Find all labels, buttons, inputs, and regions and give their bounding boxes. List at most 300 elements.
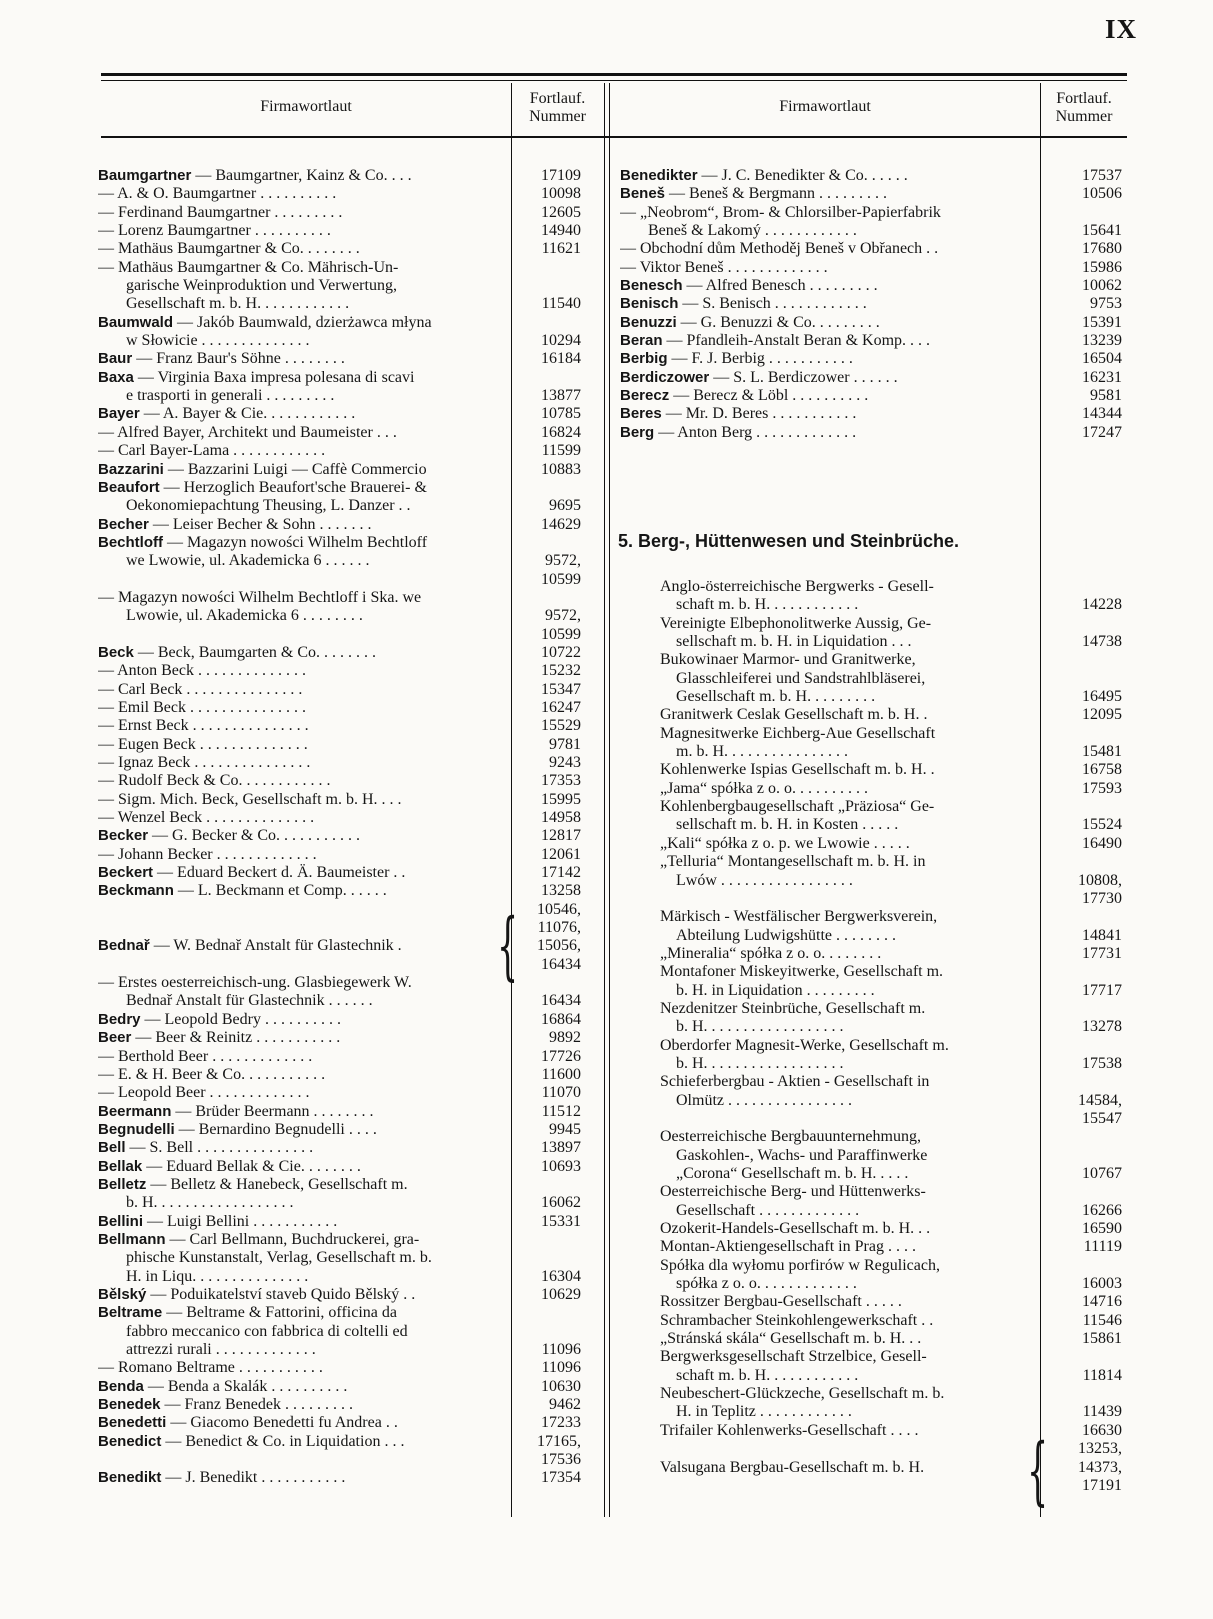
- entry-number: 16266: [1082, 1201, 1122, 1219]
- entry-text: Valsugana Bergbau-Gesellschaft m. b. H.: [660, 1458, 925, 1476]
- entry-number: 17233: [541, 1414, 581, 1432]
- entry-text: garische Weinproduktion und Verwertung,: [126, 277, 397, 295]
- entry-number: 14716: [1082, 1293, 1122, 1311]
- entry-text: Bukowinaer Marmor- und Granitwerke,: [660, 651, 916, 669]
- entry-row: [620, 1275, 1125, 1293]
- left-number-header-line2: Nummer: [529, 108, 586, 125]
- entry-number: 17247: [1082, 423, 1122, 441]
- entry-row: [98, 772, 603, 790]
- entry-keyword: Beneš: [620, 185, 666, 203]
- entry-row: [620, 387, 1125, 405]
- entry-keyword: Bell: [98, 1139, 126, 1157]
- entry-name: [98, 1304, 484, 1322]
- header-rule: [101, 136, 1127, 138]
- entry-number: 11070: [541, 1084, 581, 1102]
- entry-row: [620, 945, 1125, 963]
- entry-number: 11814: [1082, 1366, 1122, 1384]
- entry-row: [98, 277, 603, 295]
- entry-row: [98, 1414, 603, 1432]
- entry-text: — A. & O. Baumgartner . . . . . . . . . .: [98, 185, 337, 203]
- entry-name: [98, 1048, 484, 1066]
- entry-text: — Eduard Bellak & Cie. . . . . . . .: [142, 1157, 361, 1175]
- entry-number: 11096: [541, 1359, 581, 1377]
- entry-row: [98, 1396, 603, 1414]
- entry-row: [620, 982, 1125, 1000]
- entry-name: [98, 1433, 484, 1451]
- entry-name: [98, 442, 484, 460]
- entry-name: [620, 295, 1008, 313]
- entry-text: b. H. . . . . . . . . . . . . . . . . .: [676, 1054, 844, 1072]
- entry-text: — Mathäus Baumgartner & Co. Mährisch-Un-: [98, 258, 399, 276]
- entry-text: m. b. H. . . . . . . . . . . . . . . .: [676, 743, 848, 761]
- entry-keyword: Becker: [98, 827, 149, 845]
- entry-name: [676, 633, 1046, 651]
- entry-number: 16184: [541, 350, 581, 368]
- entry-number: 9572,: [545, 607, 581, 625]
- entry-text: Kohlenwerke Ispias Gesellschaft m. b. H. .: [660, 761, 935, 779]
- entry-text: Schrambacher Steinkohlengewerkschaft . .: [660, 1311, 934, 1329]
- entry-name: [98, 277, 512, 295]
- entry-row: [98, 589, 603, 607]
- entry-text: „Mineralia“ spółka z o. o. . . . . . . .: [660, 944, 882, 962]
- entry-row: [620, 835, 1125, 853]
- entry-name: [98, 167, 484, 185]
- entry-text: — Erstes oesterreichisch-ung. Glasbiegewerk W.: [98, 974, 412, 992]
- entry-row: [98, 350, 603, 368]
- entry-row: [98, 185, 603, 203]
- entry-name: [98, 607, 512, 625]
- entry-name: [676, 1018, 1046, 1036]
- entry-row: [98, 1213, 603, 1231]
- entry-text: — Emil Beck . . . . . . . . . . . . . . .: [98, 698, 306, 716]
- entry-name: [98, 1286, 484, 1304]
- entry-text: — Beck, Baumgarten & Co. . . . . . . .: [133, 643, 377, 661]
- entry-row: [98, 1378, 603, 1396]
- entry-name: [98, 974, 484, 992]
- entry-row: [98, 1341, 603, 1359]
- entry-row: [620, 780, 1125, 798]
- entry-name: [98, 185, 484, 203]
- entry-text: — Romano Beltrame . . . . . . . . . . .: [98, 1359, 323, 1377]
- entry-name: [98, 295, 512, 313]
- entry-text: — Ignaz Beck . . . . . . . . . . . . . . .: [98, 754, 311, 771]
- entry-keyword: Beermann: [98, 1102, 172, 1120]
- entry-row: [98, 1121, 603, 1139]
- entry-number: 15986: [1082, 258, 1122, 276]
- entry-text: — Alfred Benesch . . . . . . . . .: [682, 277, 878, 295]
- entry-row: [98, 461, 603, 479]
- entry-keyword: Baumwald: [98, 313, 174, 331]
- entry-text: — Wenzel Beck . . . . . . . . . . . . . .: [98, 809, 315, 827]
- entry-name: [620, 424, 1008, 442]
- entry-text: — E. & H. Beer & Co. . . . . . . . . . .: [98, 1065, 326, 1083]
- left-entries: [98, 167, 603, 1488]
- entry-keyword: Benisch: [620, 295, 679, 313]
- entry-name: [620, 167, 1008, 185]
- entry-number: 10808,: [1078, 871, 1122, 889]
- entry-row: [620, 927, 1125, 945]
- entry-number: 15524: [1082, 816, 1122, 834]
- entry-number: 9243: [549, 754, 581, 771]
- entry-text: — Berthold Beer . . . . . . . . . . . . .: [98, 1047, 313, 1065]
- entry-keyword: Benedek: [98, 1396, 161, 1414]
- entry-number: 15056,: [537, 937, 581, 955]
- entry-name: [98, 314, 484, 332]
- entry-name: [98, 1103, 484, 1121]
- entry-text: — Jakób Baumwald, dzierżawca młyna: [173, 313, 432, 331]
- entry-text: — S. Bell . . . . . . . . . . . . . . .: [125, 1139, 314, 1157]
- page-number: IX: [1104, 14, 1137, 44]
- entry-text: Spółka dla wyłomu porfirów w Regulicach,: [660, 1256, 940, 1274]
- entry-number: 10630: [541, 1377, 581, 1395]
- entry-number: 11076,: [537, 919, 581, 937]
- entry-name: [676, 1147, 1046, 1165]
- entry-name: [98, 461, 484, 479]
- entry-name: [98, 222, 484, 240]
- entry-name: [676, 743, 1046, 761]
- entry-name: [660, 963, 1030, 981]
- entry-name: [660, 798, 1030, 816]
- entry-keyword: Benedict: [98, 1432, 162, 1450]
- entry-row: [620, 222, 1125, 240]
- entry-text: — Eduard Beckert d. Ä. Baumeister . .: [153, 864, 406, 882]
- entry-number: 17109: [541, 167, 581, 184]
- entry-keyword: Beres: [620, 405, 662, 423]
- entry-row: [620, 743, 1125, 761]
- entry-number: 16304: [541, 1267, 581, 1285]
- entry-row: [620, 853, 1125, 871]
- entry-keyword: Baumgartner: [98, 167, 192, 184]
- entry-keyword: Benda: [98, 1377, 144, 1395]
- entry-row: [98, 662, 603, 680]
- entry-number: 16003: [1082, 1275, 1122, 1293]
- entry-row: [620, 1293, 1125, 1311]
- entry-number: 16758: [1082, 761, 1122, 779]
- entry-number: 16434: [541, 955, 581, 973]
- entry-text: — Franz Benedek . . . . . . . . .: [160, 1396, 353, 1414]
- entry-keyword: Bělský: [98, 1285, 147, 1303]
- entry-name: [98, 992, 512, 1010]
- entry-text: Gesellschaft m. b. H. . . . . . . . .: [676, 688, 876, 706]
- entry-row: [620, 240, 1125, 258]
- entry-name: [620, 185, 1008, 203]
- entry-row: [98, 1286, 603, 1304]
- entry-row: [98, 937, 603, 955]
- entry-name: [620, 277, 1008, 295]
- entry-text: schaft m. b. H. . . . . . . . . . . .: [676, 1366, 859, 1384]
- entry-row: [98, 626, 603, 644]
- entry-text: Oesterreichische Berg- und Hüttenwerks-: [660, 1183, 926, 1201]
- entry-keyword: Berbig: [620, 350, 668, 368]
- entry-name: [98, 1158, 484, 1176]
- entry-keyword: Bellak: [98, 1157, 143, 1175]
- entry-number: 14629: [541, 515, 581, 533]
- entry-row: [620, 1018, 1125, 1036]
- entry-row: [620, 872, 1125, 890]
- entry-name: [676, 872, 1046, 890]
- entry-row: [98, 1469, 603, 1487]
- entry-number: 14228: [1082, 596, 1122, 614]
- entry-text: — Beltrame & Fattorini, officina da: [162, 1304, 397, 1322]
- entry-row: [620, 1422, 1125, 1440]
- entry-row: [98, 1103, 603, 1121]
- entry-row: [620, 1147, 1125, 1165]
- entry-row: [98, 1066, 603, 1084]
- entry-number: 17730: [1082, 889, 1122, 907]
- entry-number: 12817: [541, 827, 581, 845]
- entry-row: [98, 809, 603, 827]
- entry-name: [660, 651, 1030, 669]
- right-number-header-line2: Nummer: [1055, 108, 1113, 125]
- entry-text: Neubeschert-Glückzeche, Gesellschaft m. b.: [660, 1385, 945, 1403]
- entry-text: — Ernst Beck . . . . . . . . . . . . . . .: [98, 717, 309, 735]
- entry-row: [620, 890, 1125, 908]
- entry-name: [98, 534, 484, 552]
- entry-number: 14373,: [1078, 1458, 1122, 1476]
- entry-name: [98, 662, 484, 680]
- entry-row: [620, 761, 1125, 779]
- entry-number: 11096: [541, 1341, 581, 1358]
- entry-name: [620, 332, 1008, 350]
- entry-text: Gesellschaft . . . . . . . . . . . . .: [676, 1201, 860, 1219]
- entry-row: [98, 1231, 603, 1249]
- entry-text: — S. L. Berdiczower . . . . . .: [709, 368, 898, 386]
- entry-row: [620, 1128, 1125, 1146]
- entry-name: [98, 809, 484, 827]
- entry-number: 15861: [1082, 1330, 1122, 1348]
- entry-name: [98, 1268, 512, 1286]
- entry-text: b. H. in Liquidation . . . . . . . . .: [676, 981, 875, 999]
- entry-text: Montafoner Miskeyitwerke, Gesellschaft m.: [660, 963, 944, 981]
- entry-name: [660, 853, 1030, 871]
- entry-row: [98, 717, 603, 735]
- top-rule: [101, 73, 1127, 76]
- entry-text: — G. Benuzzi & Co. . . . . . . . .: [676, 313, 880, 331]
- entry-text: — L. Beckmann et Comp. . . . . .: [173, 882, 387, 900]
- entry-name: [98, 882, 484, 900]
- entry-row: [98, 956, 603, 974]
- entry-row: [620, 259, 1125, 277]
- entry-number: 12095: [1082, 706, 1122, 724]
- entry-name: [676, 1367, 1046, 1385]
- entry-number: 11512: [541, 1102, 581, 1120]
- entry-row: [98, 204, 603, 222]
- entry-text: — Johann Becker . . . . . . . . . . . . .: [98, 845, 317, 863]
- bednar-brace: {: [497, 903, 519, 989]
- entry-row: [98, 479, 603, 497]
- entry-text: — Beer & Reinitz . . . . . . . . . . .: [131, 1029, 341, 1047]
- entry-text: Lwowie, ul. Akademicka 6 . . . . . . . .: [126, 607, 363, 625]
- entry-text: we Lwowie, ul. Akademicka 6 . . . . . .: [126, 552, 370, 570]
- entry-keyword: Benedikter: [620, 167, 698, 184]
- entry-name: [98, 1029, 484, 1047]
- entry-name: [620, 387, 1008, 405]
- entry-row: [620, 1092, 1125, 1110]
- left-firm-header: Firmawortlaut: [260, 98, 352, 115]
- entry-text: — Sigm. Mich. Beck, Gesellschaft m. b. H. . . .: [98, 790, 402, 808]
- entry-text: fabbro meccanico con fabbrica di coltelli ed: [126, 1322, 408, 1340]
- entry-name: [620, 240, 1008, 258]
- entry-text: „Telluria“ Montangesellschaft m. b. H. in: [660, 853, 926, 871]
- entry-row: [98, 791, 603, 809]
- entry-keyword: Baxa: [98, 368, 134, 386]
- entry-row: [98, 1084, 603, 1102]
- entry-text: — Viktor Beneš . . . . . . . . . . . . .: [620, 258, 828, 276]
- entry-keyword: Bedry: [98, 1010, 141, 1028]
- entry-keyword: Begnudelli: [98, 1120, 175, 1138]
- entry-name: [98, 754, 484, 772]
- entry-keyword: Baur: [98, 350, 133, 368]
- entry-name: [676, 596, 1046, 614]
- entry-name: [98, 772, 484, 790]
- entry-text: — Magazyn nowości Wilhelm Bechtloff: [163, 533, 428, 551]
- entry-row: [98, 369, 603, 387]
- entry-text: Olmütz . . . . . . . . . . . . . . . .: [676, 1091, 852, 1109]
- entry-number: 17536: [541, 1451, 581, 1469]
- entry-name: [660, 1459, 1030, 1477]
- entry-row: [98, 607, 603, 625]
- entry-row: [98, 1268, 603, 1286]
- entry-row: [620, 332, 1125, 350]
- entry-name: [660, 578, 1030, 596]
- entry-number: 10785: [541, 405, 581, 423]
- entry-name: [98, 479, 484, 497]
- entry-name: [660, 1312, 1030, 1330]
- entry-number: 10546,: [537, 900, 581, 918]
- entry-number: 16434: [541, 992, 581, 1010]
- entry-text: Trifailer Kohlenwerks-Gesellschaft . . . .: [660, 1421, 919, 1439]
- entry-name: [98, 516, 484, 534]
- entry-row: [620, 908, 1125, 926]
- entry-text: Oesterreichische Bergbauunternehmung,: [660, 1128, 921, 1146]
- entry-name: [620, 222, 1036, 240]
- entry-row: [98, 1048, 603, 1066]
- entry-number: 15481: [1082, 743, 1122, 761]
- mining-entries: [620, 578, 1125, 1495]
- entry-name: [660, 835, 1030, 853]
- entry-text: Ozokerit-Handels-Gesellschaft m. b. H. . .: [660, 1220, 931, 1238]
- entry-number: 13258: [541, 882, 581, 900]
- entry-number: 17537: [1082, 167, 1122, 184]
- entry-text: — Herzoglich Beaufort'sche Brauerei- &: [159, 478, 427, 496]
- entry-text: — W. Bednař Anstalt für Glastechnik .: [149, 937, 402, 955]
- entry-number: 15347: [541, 680, 581, 698]
- entry-number: 10883: [541, 460, 581, 478]
- entry-row: [98, 1029, 603, 1047]
- entry-row: [98, 882, 603, 900]
- entry-row: [620, 615, 1125, 633]
- entry-name: [98, 937, 484, 955]
- entry-row: [98, 259, 603, 277]
- entry-row: [620, 651, 1125, 669]
- entry-row: [98, 1139, 603, 1157]
- entry-number: 11621: [541, 240, 581, 258]
- entry-text: Oekonomiepachtung Theusing, L. Danzer . .: [126, 497, 411, 515]
- right-entries: [620, 167, 1125, 442]
- entry-number: 9581: [1090, 387, 1122, 405]
- entry-number: 16630: [1082, 1421, 1122, 1439]
- entry-number: 16247: [541, 698, 581, 716]
- entry-name: [98, 240, 484, 258]
- entry-keyword: Bayer: [98, 405, 140, 423]
- entry-number: 16062: [541, 1194, 581, 1212]
- entry-text: — Carl Bayer-Lama . . . . . . . . . . . .: [98, 442, 326, 460]
- entry-name: [98, 699, 484, 717]
- entry-text: — Berecz & Löbl . . . . . . . . . .: [669, 387, 869, 405]
- entry-name: [620, 369, 1008, 387]
- entry-name: [676, 1165, 1046, 1183]
- entry-text: spółka z o. o. . . . . . . . . . . . .: [676, 1275, 857, 1293]
- entry-keyword: Beckert: [98, 864, 154, 882]
- entry-name: [98, 369, 484, 387]
- entry-row: [620, 1477, 1125, 1495]
- entry-row: [620, 204, 1125, 222]
- entry-name: [98, 1213, 484, 1231]
- entry-keyword: Belletz: [98, 1175, 147, 1193]
- entry-row: [98, 222, 603, 240]
- entry-number: 14958: [541, 809, 581, 827]
- entry-text: — Eugen Beck . . . . . . . . . . . . . .: [98, 735, 308, 753]
- entry-text: — Obchodní dům Methoděj Beneš v Obřanech . .: [620, 240, 939, 258]
- entry-name: [98, 1396, 484, 1414]
- entry-keyword: Benuzzi: [620, 313, 677, 331]
- entry-row: [98, 295, 603, 313]
- entry-text: — Franz Baur's Söhne . . . . . . . .: [132, 350, 345, 368]
- entry-text: phische Kunstanstalt, Verlag, Gesellschaft m. b.: [126, 1249, 432, 1267]
- entry-text: — „Neobrom“, Brom- & Chlorsilber-Papierfabrik: [620, 203, 941, 221]
- entry-text: — A. Bayer & Cie. . . . . . . . . . . .: [139, 405, 356, 423]
- entry-row: [620, 369, 1125, 387]
- entry-keyword: Berecz: [620, 387, 670, 405]
- entry-text: — G. Becker & Co. . . . . . . . . . .: [148, 827, 361, 845]
- entry-name: [660, 1037, 1030, 1055]
- entry-name: [660, 1330, 1030, 1348]
- entry-row: [620, 1312, 1125, 1330]
- entry-number: 16504: [1082, 350, 1122, 368]
- entry-row: [620, 1037, 1125, 1055]
- entry-number: 16231: [1082, 368, 1122, 386]
- right-number-header-line1: Fortlauf.: [1056, 90, 1112, 107]
- entry-text: Kohlenbergbaugesellschaft „Präziosa“ Ge-: [660, 798, 935, 816]
- entry-number: 16590: [1082, 1220, 1122, 1238]
- entry-name: [660, 1073, 1030, 1091]
- entry-number: 11540: [541, 295, 581, 313]
- entry-number: 12061: [541, 845, 581, 863]
- entry-number: 9781: [549, 735, 581, 753]
- entry-name: [98, 1194, 512, 1212]
- entry-name: [676, 816, 1046, 834]
- entry-text: b. H. . . . . . . . . . . . . . . . . .: [126, 1194, 294, 1212]
- entry-name: [98, 644, 484, 662]
- entry-number: 17142: [541, 864, 581, 882]
- entry-text: Granitwerk Ceslak Gesellschaft m. b. H. .: [660, 706, 928, 724]
- entry-text: — Lorenz Baumgartner . . . . . . . . . .: [98, 222, 331, 240]
- entry-name: [676, 927, 1046, 945]
- entry-number: 17726: [541, 1047, 581, 1065]
- entry-number: 17717: [1082, 981, 1122, 999]
- entry-row: [98, 240, 603, 258]
- entry-name: [676, 1403, 1046, 1421]
- entry-number: 13239: [1082, 332, 1122, 350]
- entry-keyword: Beckmann: [98, 882, 174, 900]
- entry-keyword: Bechtloff: [98, 533, 163, 551]
- entry-name: [660, 1183, 1030, 1201]
- entry-number: 17191: [1082, 1476, 1122, 1494]
- entry-number: 11439: [1082, 1403, 1122, 1421]
- entry-number: 15391: [1082, 313, 1122, 331]
- entry-keyword: Beck: [98, 643, 134, 661]
- top-rule-thin: [101, 80, 1127, 81]
